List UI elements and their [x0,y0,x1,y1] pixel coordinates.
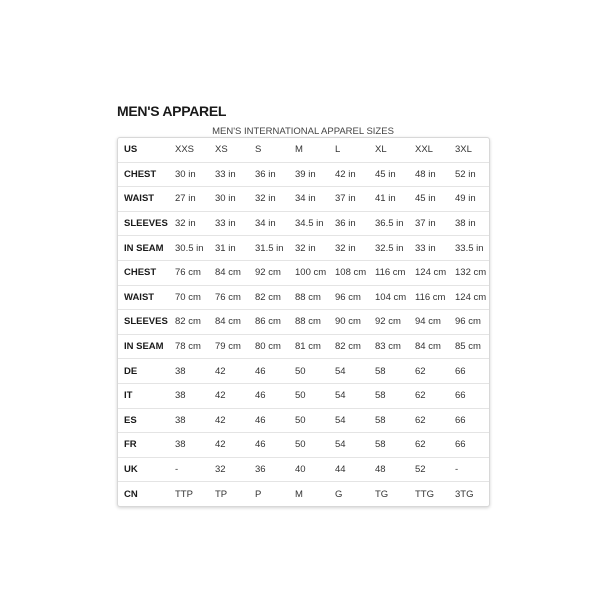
size-cell: 62 [409,359,449,384]
size-cell: 32 in [249,187,289,212]
size-cell: 50 [289,383,329,408]
size-cell: 78 cm [169,334,209,359]
size-cell: 46 [249,408,289,433]
size-cell: 34 in [289,187,329,212]
size-cell: 38 [169,383,209,408]
size-cell: 70 cm [169,285,209,310]
size-cell: 3TG [455,488,474,500]
size-cell: 32 in [289,236,329,261]
size-cell: XXS [169,138,209,162]
size-cell: 48 in [409,162,449,187]
size-cell: 76 cm [169,260,209,285]
size-cell: 54 [329,383,369,408]
size-cell: 50 [289,433,329,458]
size-cell: 33.5 in [449,236,489,261]
size-cell: 32 in [169,211,209,236]
size-cell: 32 [209,457,249,482]
size-chart-table [118,138,489,506]
size-cell: 58 [369,383,409,408]
size-cell: 48 [369,457,409,482]
size-cell: 108 cm [329,260,369,285]
size-cell: 30.5 in [169,236,209,261]
size-cell: 84 cm [209,260,249,285]
size-cell: 33 in [209,211,249,236]
size-cell: 32.5 in [369,236,409,261]
size-cell: 80 cm [249,334,289,359]
size-cell: 30 in [209,187,249,212]
size-cell: 88 cm [289,310,329,335]
row-label: SLEEVES [118,211,169,236]
table-row [118,138,489,162]
size-cell: 42 [209,383,249,408]
table-row [118,408,489,433]
size-cell: 34.5 in [289,211,329,236]
size-cell: 58 [369,359,409,384]
size-cell: 44 [329,457,369,482]
size-cell: 82 cm [249,285,289,310]
size-cell: 66 [449,433,489,458]
size-cell: - [169,457,209,482]
size-cell: 86 cm [249,310,289,335]
size-cell: 90 cm [329,310,369,335]
size-cell: 52 [409,457,449,482]
size-cell: 27 in [169,187,209,212]
size-cell: 54 [329,408,369,433]
size-cell: 79 cm [209,334,249,359]
size-cell: 116 cm [409,285,449,310]
table-row [118,359,489,384]
row-label: IN SEAM [118,334,169,359]
row-label: DE [118,359,169,384]
table-row [118,482,489,506]
size-cell: 96 cm [449,310,489,335]
size-cell: M [295,488,303,500]
size-cell: 83 cm [369,334,409,359]
size-chart-table-container [117,137,490,507]
size-cell: 31.5 in [249,236,289,261]
size-cell: XS [209,138,249,162]
size-cell: 82 cm [329,334,369,359]
row-label: UK [118,457,169,482]
size-cell: 37 in [409,211,449,236]
row-label: CN [124,488,138,500]
size-cell: 96 cm [329,285,369,310]
size-cell: TTG [415,488,434,500]
size-cell: 33 in [209,162,249,187]
size-cell: 36 [249,457,289,482]
size-cell: 81 cm [289,334,329,359]
size-cell: 58 [369,433,409,458]
row-label: CHEST [118,162,169,187]
table-row [118,457,489,482]
size-cell: 62 [409,383,449,408]
size-cell: 32 in [329,236,369,261]
size-cell: 84 cm [409,334,449,359]
size-cell: 50 [289,408,329,433]
size-cell: 124 cm [449,285,489,310]
table-row [118,211,489,236]
size-cell: 84 cm [209,310,249,335]
size-cell: TTP [175,488,193,500]
table-row [118,187,489,212]
size-cell: 50 [289,359,329,384]
size-cell: 54 [329,359,369,384]
size-cell: 82 cm [169,310,209,335]
size-cell: 100 cm [289,260,329,285]
size-cell: 46 [249,433,289,458]
table-row [118,334,489,359]
size-cell: 42 in [329,162,369,187]
size-cell: 34 in [249,211,289,236]
size-cell: 132 cm [449,260,489,285]
size-cell: 62 [409,408,449,433]
size-cell: 92 cm [369,310,409,335]
row-label: WAIST [118,187,169,212]
size-cell: 58 [369,408,409,433]
size-cell: 54 [329,433,369,458]
size-cell: 76 cm [209,285,249,310]
row-label: US [118,138,169,162]
row-label: SLEEVES [118,310,169,335]
row-label: IN SEAM [118,236,169,261]
size-cell: 116 cm [369,260,409,285]
size-cell: 39 in [289,162,329,187]
size-cell: 45 in [369,162,409,187]
size-cell: 94 cm [409,310,449,335]
size-cell: 49 in [449,187,489,212]
size-cell: 52 in [449,162,489,187]
row-label: CHEST [118,260,169,285]
size-cell: S [249,138,289,162]
size-cell: 124 cm [409,260,449,285]
size-chart-body [118,138,489,506]
size-cell: 46 [249,383,289,408]
size-cell: 38 in [449,211,489,236]
size-cell: M [289,138,329,162]
size-cell: 66 [449,408,489,433]
size-cell: 104 cm [369,285,409,310]
size-cell: 31 in [209,236,249,261]
size-cell: 36.5 in [369,211,409,236]
table-row [118,383,489,408]
size-cell: 46 [249,359,289,384]
table-row [118,310,489,335]
row-label: WAIST [118,285,169,310]
size-cell: - [449,457,489,482]
size-cell: TP [215,488,228,500]
table-caption: MEN'S INTERNATIONAL APPAREL SIZES [212,126,394,137]
size-cell: TG [375,488,389,500]
size-cell: 42 [209,408,249,433]
size-cell: 30 in [169,162,209,187]
table-row [118,162,489,187]
table-row [118,285,489,310]
table-row [118,433,489,458]
row-label: IT [118,383,169,408]
size-cell: 66 [449,383,489,408]
size-cell: 62 [409,433,449,458]
size-cell: 33 in [409,236,449,261]
size-cell: 36 in [329,211,369,236]
size-cell: 3XL [449,138,489,162]
size-cell: 36 in [249,162,289,187]
size-cell: 38 [169,433,209,458]
size-cell: 92 cm [249,260,289,285]
size-cell: 40 [289,457,329,482]
size-cell: XL [369,138,409,162]
size-cell: 38 [169,359,209,384]
size-cell: P [255,488,262,500]
size-cell: 37 in [329,187,369,212]
size-cell: 38 [169,408,209,433]
row-label: FR [118,433,169,458]
row-label: ES [118,408,169,433]
size-cell: 88 cm [289,285,329,310]
size-cell: 85 cm [449,334,489,359]
size-cell: L [329,138,369,162]
page-heading: MEN'S APPAREL [117,103,227,119]
size-cell: 42 [209,359,249,384]
table-row [118,236,489,261]
size-cell: 66 [449,359,489,384]
size-cell: XXL [409,138,449,162]
size-cell: 41 in [369,187,409,212]
size-cell: 42 [209,433,249,458]
table-row [118,260,489,285]
size-cell: 45 in [409,187,449,212]
size-cell: G [335,488,343,500]
